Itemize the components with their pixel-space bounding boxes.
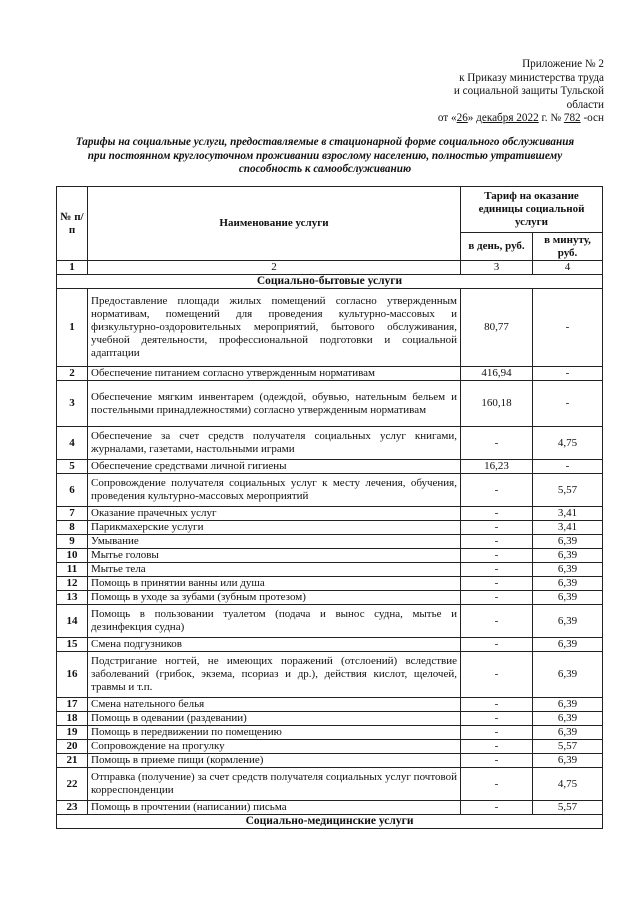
row-number: 18: [57, 712, 88, 726]
tariff-per-day: -: [461, 549, 533, 563]
tariff-per-day: -: [461, 754, 533, 768]
table-header-row: [57, 187, 603, 233]
service-name: Помощь в уходе за зубами (зубным протезом): [88, 591, 461, 605]
header-order-date: [344, 112, 604, 126]
tariff-per-day: 160,18: [461, 381, 533, 427]
row-number: 21: [57, 754, 88, 768]
row-number: 12: [57, 577, 88, 591]
tariff-per-minute: 6,39: [533, 605, 603, 638]
row-number: 14: [57, 605, 88, 638]
tariff-per-day: -: [461, 563, 533, 577]
service-name: Обеспечение средствами личной гигиены: [88, 460, 461, 474]
table-row: [57, 726, 603, 740]
tariff-per-minute: 6,39: [533, 726, 603, 740]
table-row: [57, 521, 603, 535]
tariff-per-minute: -: [533, 460, 603, 474]
tariff-per-minute: 5,57: [533, 801, 603, 815]
date-month-year: декабря 2022: [476, 112, 539, 124]
service-name: Смена подгузников: [88, 638, 461, 652]
service-name: Помощь в прочтении (написании) письма: [88, 801, 461, 815]
column-index: 2: [88, 261, 461, 275]
order-suffix: -осн: [580, 112, 604, 124]
tariff-per-day: 16,23: [461, 460, 533, 474]
table-row: [57, 474, 603, 507]
service-name: Помощь в принятии ванны или душа: [88, 577, 461, 591]
tariff-per-minute: 6,39: [533, 535, 603, 549]
service-name: Помощь в одевании (раздевании): [88, 712, 461, 726]
tariff-per-day: -: [461, 638, 533, 652]
table-row: [57, 549, 603, 563]
table-row: [57, 801, 603, 815]
tariff-per-minute: 3,41: [533, 507, 603, 521]
tariff-per-minute: 6,39: [533, 591, 603, 605]
header-line-2: к Приказу министерства труда: [459, 71, 604, 84]
tariff-per-minute: 6,39: [533, 754, 603, 768]
table-row: [57, 535, 603, 549]
tariff-per-day: -: [461, 535, 533, 549]
table-row: [57, 381, 603, 427]
table-row: [57, 638, 603, 652]
header-line-3: и социальной защиты Тульской: [453, 85, 604, 97]
service-name: Оказание прачечных услуг: [88, 507, 461, 521]
service-name: Помощь в приеме пищи (кормление): [88, 754, 461, 768]
service-name: Помощь в передвижении по помещению: [88, 726, 461, 740]
date-separator: »: [467, 112, 477, 124]
table-row: [57, 652, 603, 698]
table-row: [57, 698, 603, 712]
service-name: Умывание: [88, 535, 461, 549]
section-title-social-medical: Социально-медицинские услуги: [57, 815, 603, 829]
tariff-per-day: -: [461, 521, 533, 535]
service-name: Предоставление площади жилых помещений согласно утвержденным нормативам, помещений для проведения культурно-массовых и физкультурно-оздоровительных мероприятий, бытового обслуживания, учебной деятельности, профессиональной подготовки и социальной адаптации: [88, 289, 461, 367]
date-day: 26: [456, 112, 468, 124]
tariff-per-day: -: [461, 726, 533, 740]
column-index: 1: [57, 261, 88, 275]
row-number: 17: [57, 698, 88, 712]
order-number: 782: [563, 112, 581, 124]
tariff-per-day: -: [461, 605, 533, 638]
tariff-per-minute: 5,57: [533, 740, 603, 754]
row-number: 1: [57, 289, 88, 367]
service-name: Помощь в пользовании туалетом (подача и вынос судна, мытье и дезинфекция судна): [88, 605, 461, 638]
tariff-per-minute: 6,39: [533, 652, 603, 698]
tariff-per-day: -: [461, 698, 533, 712]
section-row: [57, 815, 603, 829]
tariff-per-day: -: [461, 577, 533, 591]
tariff-per-minute: -: [533, 289, 603, 367]
row-number: 9: [57, 535, 88, 549]
service-name: Обеспечение за счет средств получателя социальных услуг книгами, журналами, газетами, настольными играми: [88, 427, 461, 460]
tariffs-table: [56, 186, 603, 829]
section-row: [57, 275, 603, 289]
column-index: 3: [461, 261, 533, 275]
date-prefix: от «: [437, 112, 457, 124]
document-header: [344, 58, 604, 126]
tariff-per-day: 80,77: [461, 289, 533, 367]
tariff-per-minute: 6,39: [533, 577, 603, 591]
tariff-per-day: -: [461, 591, 533, 605]
row-number: 19: [57, 726, 88, 740]
table-row: [57, 507, 603, 521]
table-row: [57, 605, 603, 638]
service-name: Мытье тела: [88, 563, 461, 577]
row-number: 8: [57, 521, 88, 535]
service-name: Смена нательного белья: [88, 698, 461, 712]
row-number: 2: [57, 367, 88, 381]
tariff-per-day: -: [461, 652, 533, 698]
column-index: 4: [533, 261, 603, 275]
tariff-per-day: -: [461, 801, 533, 815]
service-name: Обеспечение питанием согласно утвержденным нормативам: [88, 367, 461, 381]
tariff-per-minute: -: [533, 381, 603, 427]
tariff-per-minute: 6,39: [533, 638, 603, 652]
document-title: Тарифы на социальные услуги, предоставляемые в стационарной форме социального обслуживания при постоянном круглосуточном проживании взрослому населению, полностью утратившему способность к самообслуживанию: [75, 136, 575, 175]
tariff-per-minute: 6,39: [533, 563, 603, 577]
column-header-number: № п/п: [57, 187, 88, 261]
service-name: Сопровождение получателя социальных услуг к месту лечения, обучения, проведения культурно-массовых мероприятий: [88, 474, 461, 507]
row-number: 6: [57, 474, 88, 507]
row-number: 5: [57, 460, 88, 474]
table-row: [57, 427, 603, 460]
row-number: 13: [57, 591, 88, 605]
table-row: [57, 740, 603, 754]
tariff-per-minute: 6,39: [533, 712, 603, 726]
tariff-per-day: -: [461, 427, 533, 460]
table-row: [57, 367, 603, 381]
row-number: 22: [57, 768, 88, 801]
table-row: [57, 754, 603, 768]
row-number: 23: [57, 801, 88, 815]
column-header-per-day: в день, руб.: [461, 233, 533, 261]
tariff-per-day: -: [461, 768, 533, 801]
date-number-prefix: г. №: [538, 112, 564, 124]
service-name: Подстригание ногтей, не имеющих поражений (отслоений) вследствие заболеваний (грибок, экзема, псориаз и др.), действия кислот, щелочей, травмы и т.п.: [88, 652, 461, 698]
column-index-row: [57, 261, 603, 275]
service-name: Мытье головы: [88, 549, 461, 563]
table-row: [57, 460, 603, 474]
tariff-per-minute: 4,75: [533, 768, 603, 801]
row-number: 7: [57, 507, 88, 521]
tariff-per-minute: 6,39: [533, 698, 603, 712]
row-number: 3: [57, 381, 88, 427]
table-row: [57, 591, 603, 605]
tariff-per-day: -: [461, 740, 533, 754]
table-row: [57, 563, 603, 577]
tariff-per-minute: 6,39: [533, 549, 603, 563]
service-name: Сопровождение на прогулку: [88, 740, 461, 754]
service-name: Обеспечение мягким инвентарем (одеждой, обувью, нательным бельем и постельными принадлежностями) согласно утвержденным нормативам: [88, 381, 461, 427]
row-number: 11: [57, 563, 88, 577]
tariff-per-minute: -: [533, 367, 603, 381]
row-number: 16: [57, 652, 88, 698]
row-number: 20: [57, 740, 88, 754]
row-number: 10: [57, 549, 88, 563]
table-row: [57, 768, 603, 801]
table-row: [57, 577, 603, 591]
header-line-1: Приложение № 2: [522, 58, 604, 70]
row-number: 15: [57, 638, 88, 652]
tariff-per-minute: 3,41: [533, 521, 603, 535]
column-header-name: Наименование услуги: [88, 187, 461, 261]
row-number: 4: [57, 427, 88, 460]
column-header-tariff: Тариф на оказание единицы социальной услуги: [461, 187, 603, 233]
tariff-per-day: -: [461, 507, 533, 521]
tariff-per-day: 416,94: [461, 367, 533, 381]
table-row: [57, 712, 603, 726]
service-name: Парикмахерские услуги: [88, 521, 461, 535]
table-row: [57, 289, 603, 367]
tariff-per-minute: 5,57: [533, 474, 603, 507]
column-header-per-minute: в минуту, руб.: [533, 233, 603, 261]
service-name: Отправка (получение) за счет средств получателя социальных услуг почтовой корреспонденции: [88, 768, 461, 801]
tariff-per-minute: 4,75: [533, 427, 603, 460]
tariff-per-day: -: [461, 474, 533, 507]
header-line-4: области: [566, 98, 604, 111]
tariff-per-day: -: [461, 712, 533, 726]
section-title-social-household: Социально-бытовые услуги: [57, 275, 603, 289]
